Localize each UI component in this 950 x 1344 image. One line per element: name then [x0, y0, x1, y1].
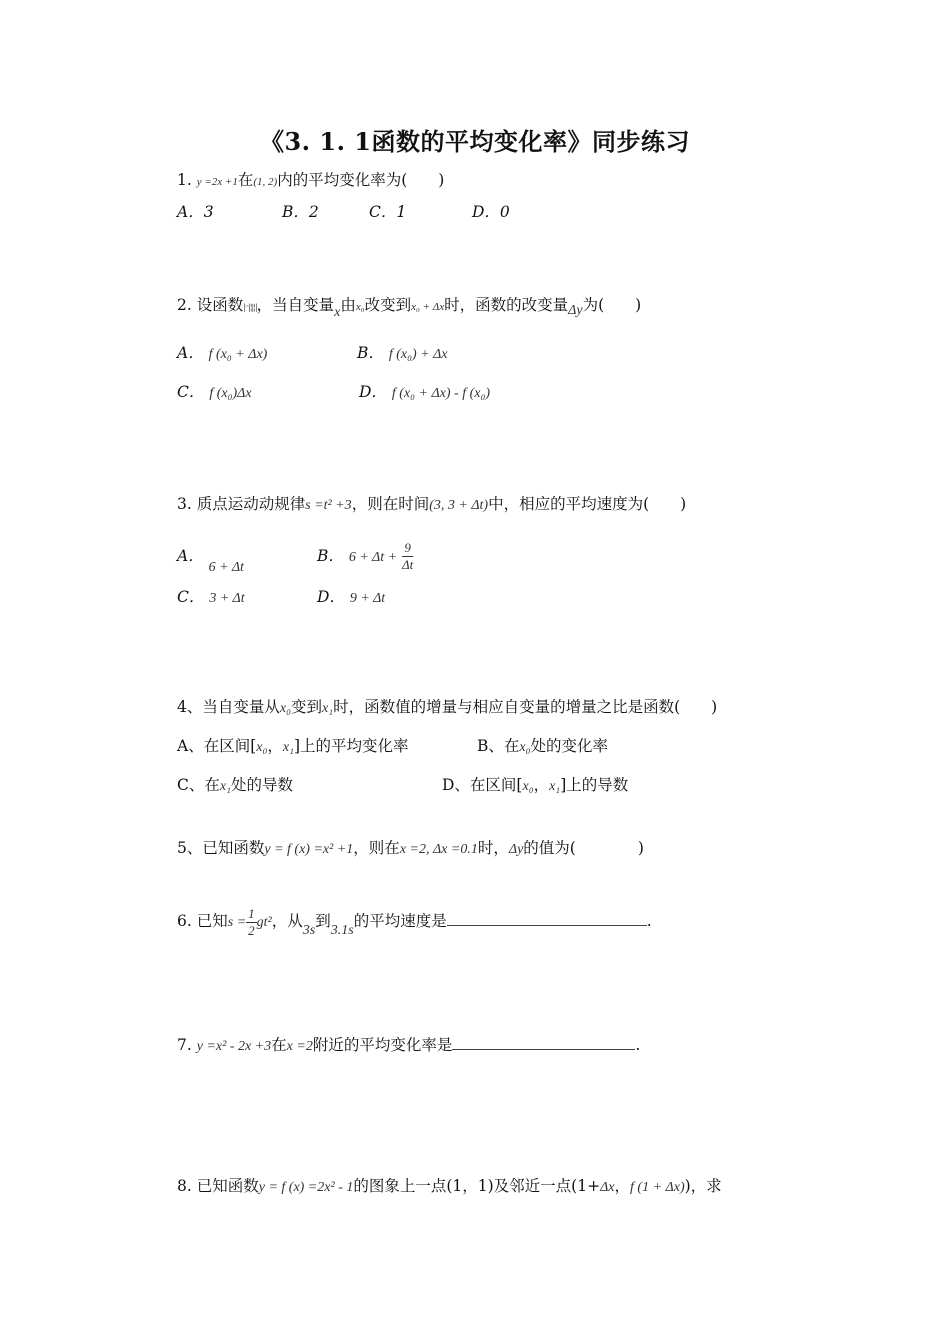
math-variable: Δy — [568, 303, 583, 318]
question-number: 1. — [177, 171, 192, 189]
separator: ， — [267, 737, 283, 755]
math-expression: x =2, Δx =0.1 — [399, 842, 478, 857]
question-text: 内的平均变化率为( ) — [277, 171, 445, 189]
option-b-label: B． — [317, 546, 344, 565]
question-text: 的值为( ) — [523, 839, 644, 857]
answer-blank[interactable] — [452, 1035, 635, 1050]
question-1 — [177, 169, 444, 193]
fraction-numerator: 1 — [248, 905, 255, 921]
option-b: f (x₀) + Δx — [388, 347, 448, 362]
separator: ， — [614, 1177, 631, 1195]
question-text: ，则在 — [353, 839, 400, 857]
option-d: D、在区间[ — [442, 776, 523, 794]
option-a: f (x₀ + Δx) — [208, 347, 268, 362]
answer-blank[interactable] — [447, 911, 647, 926]
question-text: 时，函数的改变量 — [444, 296, 569, 314]
math-expression: y = f (x) =2x² - 1 — [258, 1180, 354, 1195]
math-expression: f (1 + Δx) — [630, 1180, 685, 1195]
question-number: 8. — [177, 1177, 192, 1195]
option-c: f (x₀)Δx — [209, 386, 252, 401]
option-c: C．1 — [369, 203, 407, 221]
option-d-label: D． — [317, 588, 345, 606]
question-text: 变到 — [290, 698, 322, 716]
question-text: 的图象上一点(1，1)及邻近一点(1+ — [353, 1177, 601, 1195]
math-variable: Δx — [600, 1180, 615, 1195]
math-expression: y =x² - 2x +3 — [196, 1039, 272, 1054]
question-2-options-row2 — [177, 381, 490, 405]
question-text: 已知函数 — [196, 1177, 259, 1195]
question-text: 5、已知函数 — [177, 839, 265, 857]
math-variable: x₀ — [355, 301, 365, 313]
math-variable: x₁ — [282, 740, 294, 755]
math-expression: gt² — [256, 915, 272, 930]
option-d: D．0 — [472, 203, 510, 221]
question-text: )，求 — [684, 1177, 722, 1195]
fraction — [402, 540, 413, 573]
question-text: 由 — [340, 296, 356, 314]
option-a: A．3 — [177, 203, 214, 221]
math-variable: x₁ — [321, 701, 334, 716]
question-text: 改变到 — [364, 296, 412, 314]
question-text: ，则在时间 — [351, 495, 430, 513]
option-d: f (x₀ + Δx) - f (x₀) — [391, 386, 491, 401]
option-a-label: A． — [177, 546, 204, 565]
question-text: 已知 — [196, 912, 228, 930]
question-text: ，从 — [271, 912, 303, 930]
math-expression: (3, 3 + Δt) — [429, 498, 489, 513]
math-variable: x₀ — [519, 740, 531, 755]
question-5 — [177, 837, 644, 861]
question-text: 质点运动动规律 — [196, 495, 306, 513]
option-c-text: 处的导数 — [230, 776, 293, 794]
math-expression: s =t² +3 — [305, 498, 352, 513]
option-d: 9 + Δt — [349, 591, 386, 606]
question-number: 3. — [177, 495, 192, 513]
question-6 — [177, 905, 652, 947]
option-c-label: C． — [177, 588, 205, 606]
question-3-options-row2 — [177, 586, 385, 610]
math-variable: x₁ — [219, 779, 231, 794]
math-expression: x =2 — [286, 1039, 313, 1054]
question-text: 到 — [315, 912, 331, 930]
question-4-options-row1 — [177, 735, 608, 759]
question-1-options — [177, 201, 510, 223]
math-variable: x₀ — [256, 740, 268, 755]
question-text: 时， — [477, 839, 509, 857]
option-b: B．2 — [282, 203, 319, 221]
question-4-options-row2 — [177, 774, 628, 798]
question-3 — [177, 493, 686, 517]
question-text: 4、当自变量从 — [177, 698, 280, 716]
question-number: 7. — [177, 1036, 192, 1054]
math-variable: x₀ — [279, 701, 291, 716]
fraction-denominator: 2 — [248, 922, 255, 938]
question-number: 6. — [177, 912, 192, 930]
question-4 — [177, 696, 717, 720]
option-b-label: B． — [357, 344, 384, 362]
option-c: C、在 — [177, 776, 220, 794]
math-expression: y = f (x) =x² +1 — [264, 842, 354, 857]
question-text: 在 — [271, 1036, 287, 1054]
page-title: 《3. 1. 1函数的平均变化率》同步练习 — [259, 127, 691, 156]
math-expression: x₀ + Δx — [411, 301, 445, 313]
question-text: 为( ) — [582, 296, 642, 314]
fraction-numerator: 9 — [402, 540, 413, 557]
option-a-text: ]上的平均变化率 — [293, 737, 409, 755]
question-text: 在 — [237, 171, 254, 189]
option-a-label: A． — [177, 344, 204, 362]
math-expression: s = — [227, 915, 247, 930]
math-variable: x₀ — [522, 779, 534, 794]
option-b: B、在 — [477, 737, 520, 755]
question-number: 2. — [177, 296, 192, 314]
option-b-text: 处的变化率 — [530, 737, 608, 755]
question-text: ，当自变量 — [256, 296, 335, 314]
question-text: 附近的平均变化率是 — [312, 1036, 453, 1054]
question-3-options-row1 — [177, 540, 413, 582]
math-value: 3s — [302, 923, 316, 938]
question-text: 的平均速度是 — [353, 912, 447, 930]
math-variable: x — [334, 305, 341, 320]
option-d-label: D． — [359, 383, 387, 401]
math-expression: (1, 2) — [253, 176, 278, 188]
math-variable: Δy — [508, 842, 524, 857]
option-c: 3 + Δt — [209, 591, 245, 606]
option-d-text: ]上的导数 — [560, 776, 629, 794]
math-expression: y =2x +1 — [196, 176, 238, 188]
question-8 — [177, 1175, 722, 1199]
period: . — [635, 1036, 641, 1054]
fraction — [246, 906, 257, 939]
option-a: 6 + Δt — [208, 559, 244, 575]
period: . — [646, 912, 652, 930]
question-2-options-row1 — [177, 342, 448, 366]
question-text: 中，相应的平均速度为( ) — [488, 495, 687, 513]
question-text: 设函数 — [196, 296, 244, 314]
fraction-denominator: Δt — [402, 557, 414, 572]
math-value: 3.1s — [330, 923, 354, 938]
question-7 — [177, 1034, 640, 1058]
question-text: 时，函数值的增量与相应自变量的增量之比是函数( ) — [333, 698, 718, 716]
separator: ， — [533, 776, 550, 794]
function-image: |⁼|¦|¦| — [243, 303, 257, 312]
option-b: 6 + Δt + — [348, 549, 398, 565]
option-a: A、在区间[ — [177, 737, 257, 755]
option-c-label: C． — [177, 383, 205, 401]
question-2 — [177, 294, 641, 324]
math-variable: x₁ — [549, 779, 561, 794]
